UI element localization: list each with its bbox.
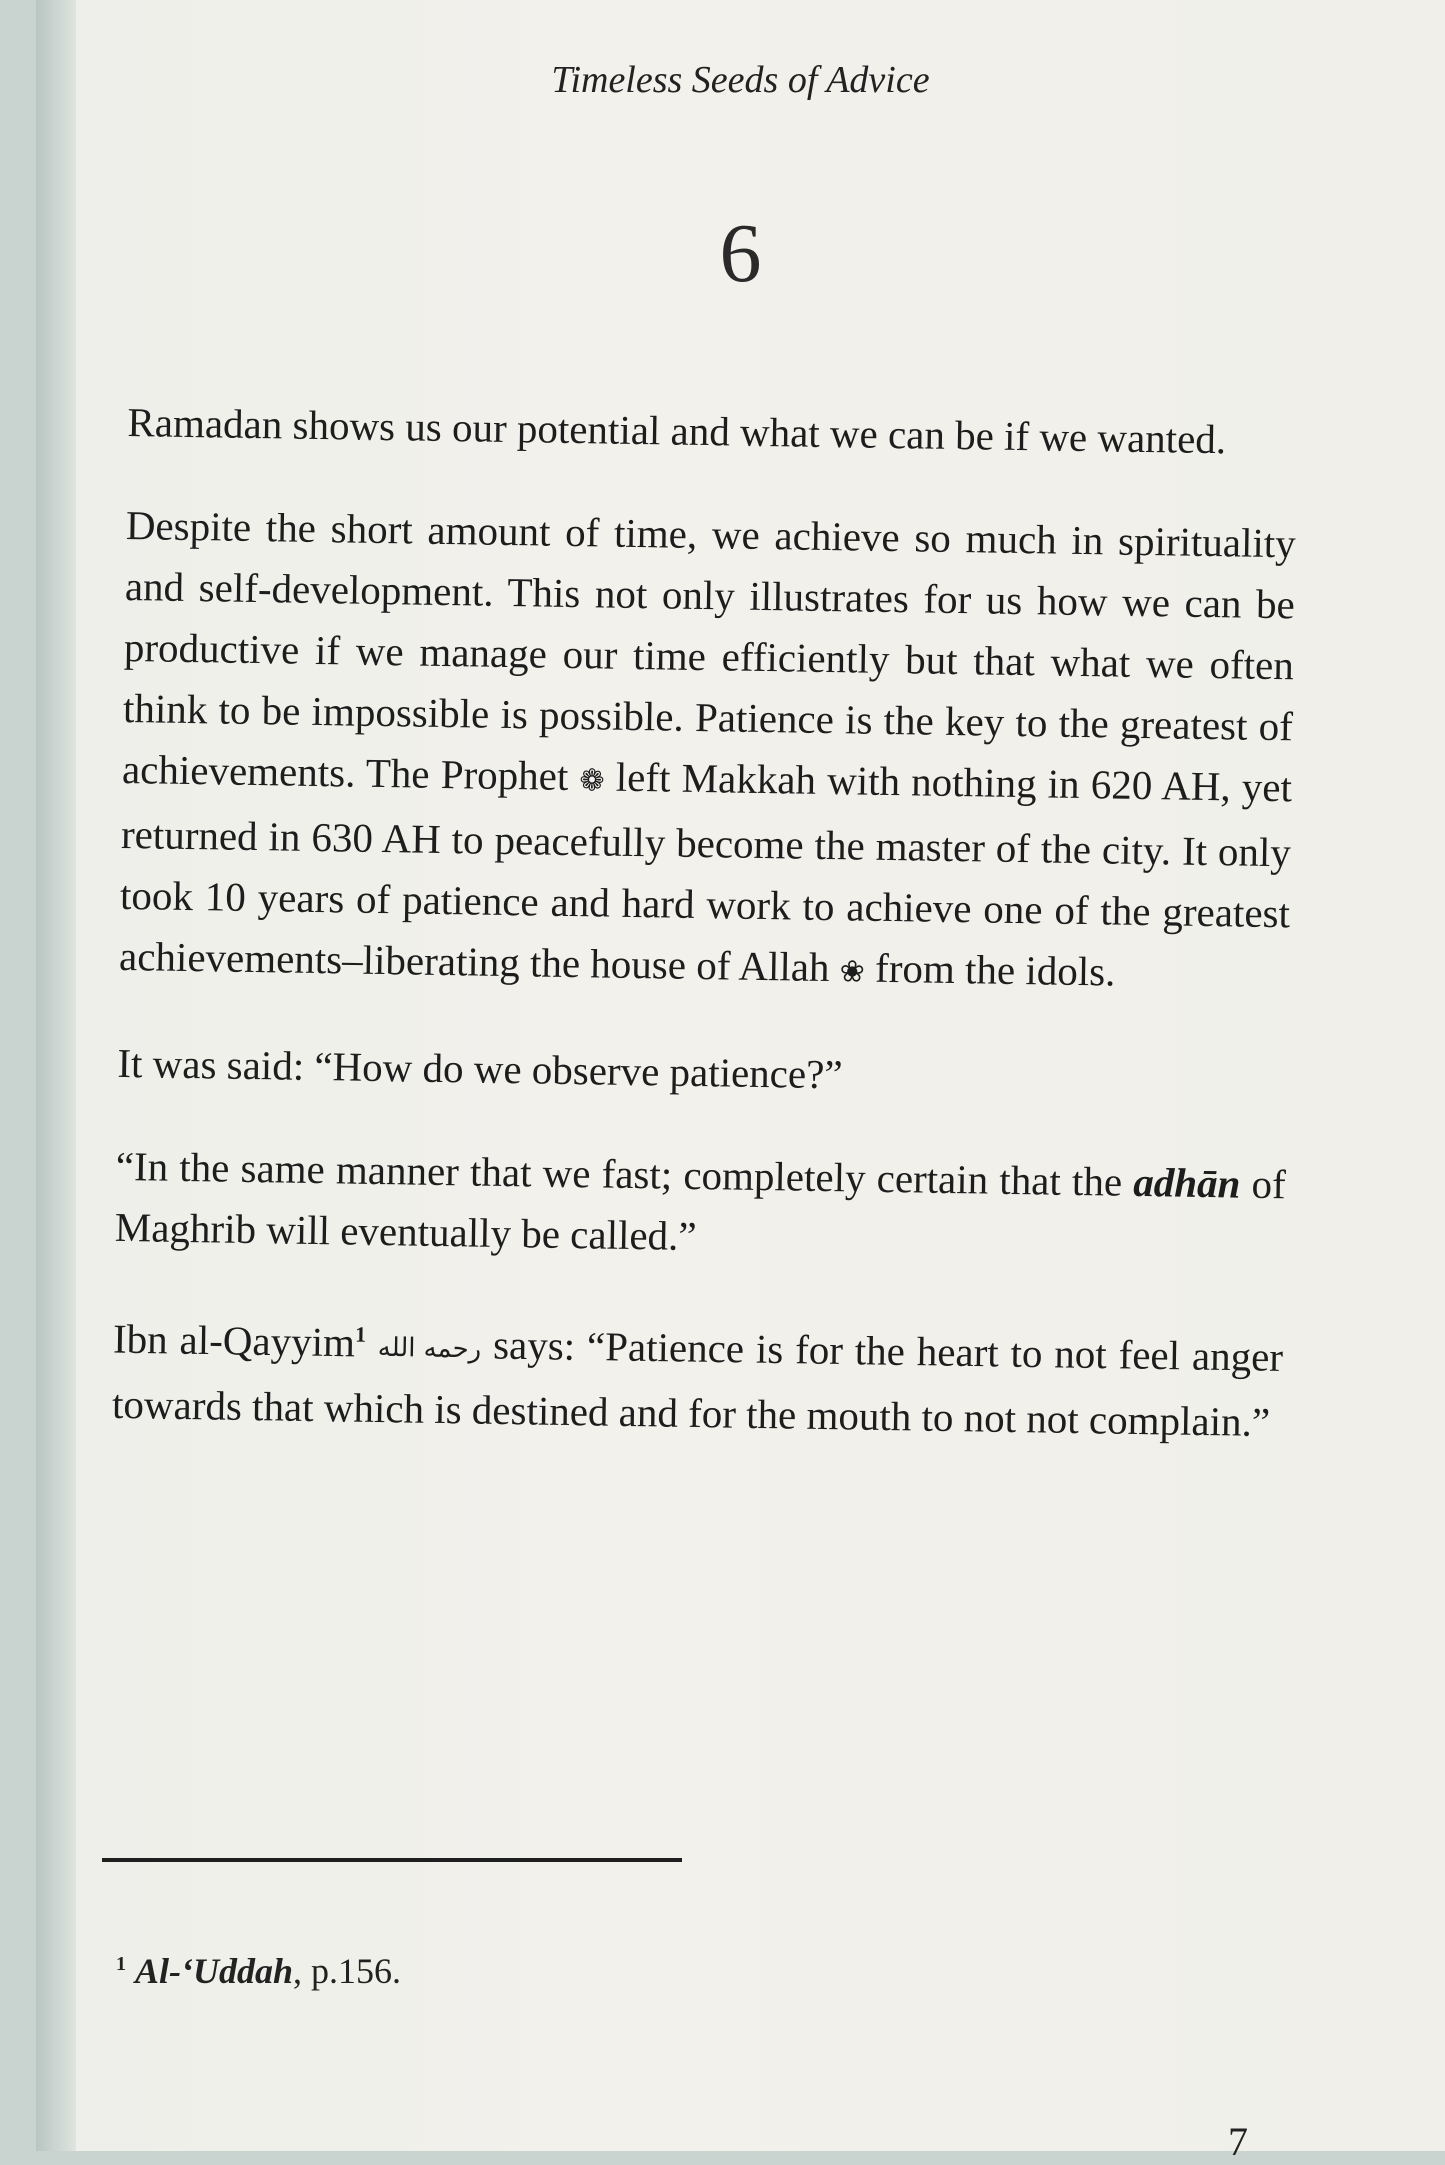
paragraph-3: It was said: “How do we observe patience?” (117, 1040, 843, 1098)
footnote-source: Al-‘Uddah (135, 1951, 294, 1991)
page-gutter (36, 0, 76, 2151)
salawat-icon: ❁ (579, 764, 605, 798)
footnote-reference: 1 (354, 1321, 367, 1348)
paragraph-2-part-c: from the idols. (874, 944, 1116, 995)
chapter-number: 6 (719, 207, 762, 300)
adhan-term: adhān (1132, 1159, 1241, 1207)
page-number: 7 (1228, 2119, 1248, 2164)
glorified-icon: ❀ (839, 955, 866, 989)
paragraph-4 (114, 1136, 1286, 1276)
paragraph-5-part-b: says: “Patience is for the heart to not feel anger towards that which is destined and for the mouth to not not complain.” (111, 1321, 1284, 1445)
paragraph-5 (112, 1300, 1284, 1453)
arabic-honorific: رحمه الله (377, 1332, 482, 1364)
footnote (116, 1950, 401, 1992)
footnote-marker: 1 (116, 1953, 126, 1975)
running-head: Timeless Seeds of Advice (551, 59, 930, 101)
paragraph-5-part-a: Ibn al-Qayyim (112, 1315, 356, 1366)
footnote-divider (102, 1858, 682, 1862)
body-text (111, 392, 1298, 1495)
paragraph-2-part-b: left Makkah with nothing in 620 AH, yet returned in 630 AH to peacefully become the master of the city. It only took 10 years of patience and hard work to achieve one of the greatest achievements–liberating the house of Allah (118, 753, 1293, 991)
footnote-rest: , p.156. (293, 1951, 402, 1991)
book-page (36, 0, 1445, 2164)
paragraph-2 (119, 495, 1297, 1010)
paragraph-1: Ramadan shows us our potential and what we can be if we wanted. (127, 398, 1227, 463)
paragraph-4-part-b: of Maghrib will eventually be called.” (114, 1160, 1287, 1260)
paragraph-4-part-a: “In the same manner that we fast; completely certain that the (115, 1143, 1123, 1205)
paragraph-2-part-a: Despite the short amount of time, we achieve so much in spirituality and self-development. This not only illustrates for us how we can be productive if we manage our time efficiently but that what we often think to be impossible is possible. Patience is the key to the greatest of achievements. The Prophet (121, 501, 1297, 799)
